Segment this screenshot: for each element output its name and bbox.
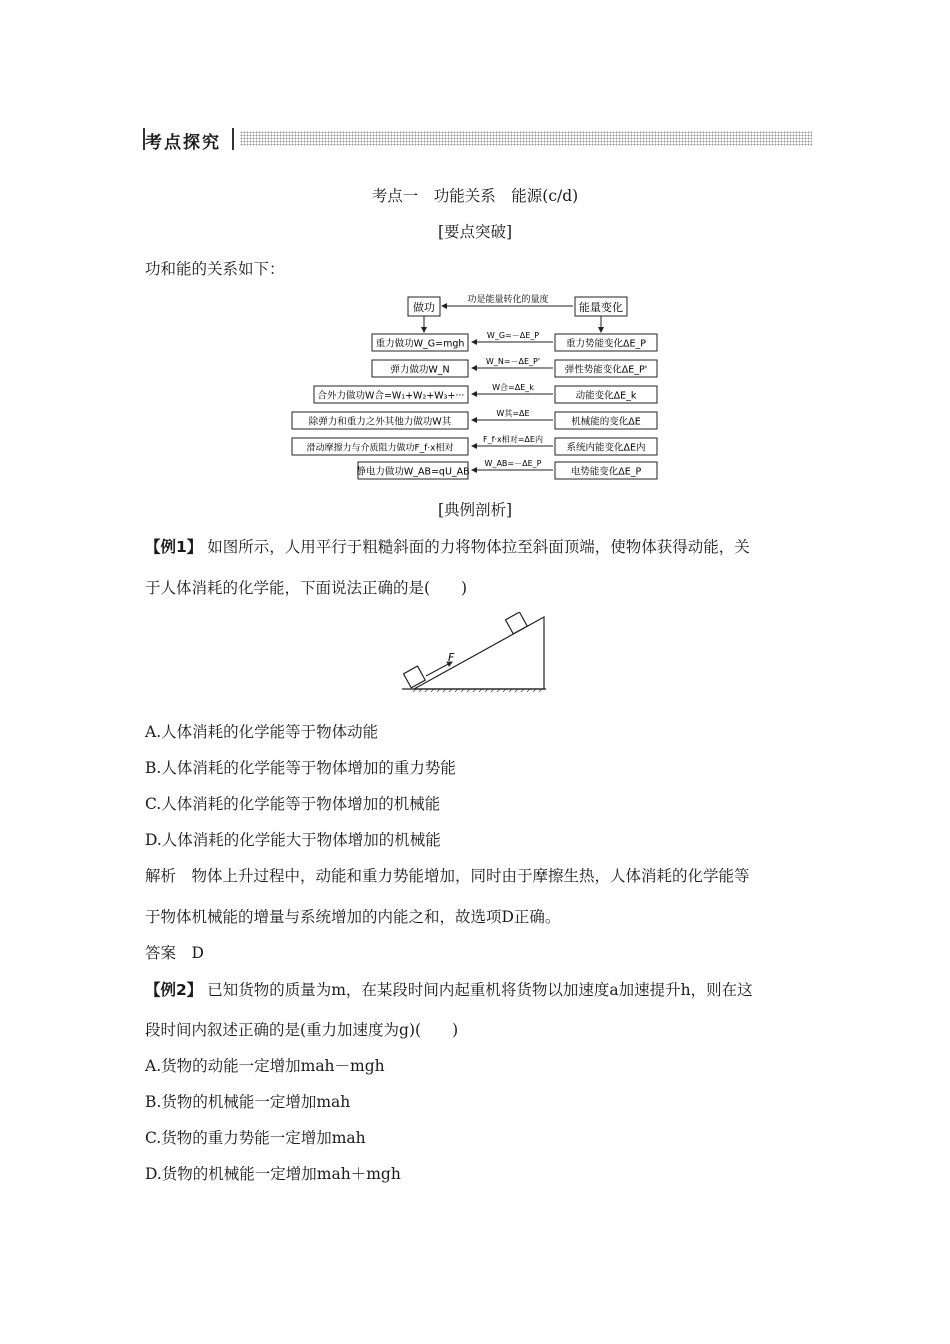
example1-answer: 答案 D bbox=[145, 944, 204, 962]
section-header: 考点探究 bbox=[145, 133, 221, 153]
example1-option-c: C.人体消耗的化学能等于物体增加的机械能 bbox=[145, 795, 441, 813]
subhead-key-points: [要点突破] bbox=[437, 223, 513, 241]
row1-left-text: 重力做功W_G=mgh bbox=[375, 338, 465, 350]
intro-text: 功和能的关系如下： bbox=[145, 260, 285, 278]
topic-title: 考点一 功能关系 能源(c/d) bbox=[371, 187, 579, 205]
header-bar-right bbox=[232, 128, 234, 150]
row4-mid-text: W其=ΔE bbox=[496, 409, 530, 418]
incline-figure bbox=[400, 612, 550, 692]
row3-left-text: 合外力做功W合=W₁+W₂+W₃+··· bbox=[317, 390, 465, 402]
row2-right-text: 弹性势能变化ΔE_P' bbox=[564, 364, 648, 376]
example2-stem-line1: 已知货物的质量为m，在某段时间内起重机将货物以加速度a加速提升h，则在这 bbox=[207, 981, 753, 999]
example1-analysis-line1: 解析 物体上升过程中，动能和重力势能增加，同时由于摩擦生热，人体消耗的化学能等 bbox=[145, 867, 750, 885]
top-arrow-label: 功是能量转化的量度 bbox=[467, 295, 549, 305]
header-dotted-rule bbox=[240, 131, 812, 146]
row1-right-text: 重力势能变化ΔE_P bbox=[566, 338, 646, 350]
box-energy-change-label: 能量变化 bbox=[579, 301, 623, 314]
row6-mid-text: W_AB=－ΔE_P bbox=[484, 459, 542, 468]
example1-stem-line2: 于人体消耗的化学能，下面说法正确的是( ) bbox=[145, 579, 468, 597]
work-energy-diagram bbox=[285, 290, 665, 485]
example1-option-b: B.人体消耗的化学能等于物体增加的重力势能 bbox=[145, 759, 456, 777]
example2-tag: 【例2】 bbox=[145, 981, 203, 999]
example1-analysis-line2: 于物体机械能的增量与系统增加的内能之和，故选项D正确。 bbox=[145, 908, 561, 926]
row3-mid-text: W合=ΔE_k bbox=[492, 383, 534, 392]
row5-right-text: 系统内能变化ΔE内 bbox=[566, 442, 646, 454]
example1-tag: 【例1】 bbox=[145, 538, 203, 556]
block-top bbox=[505, 612, 527, 634]
row5-left-text: 滑动摩擦力与介质阻力做功F_f·x相对 bbox=[306, 443, 454, 454]
row4-right-text: 机械能的变化ΔE bbox=[571, 416, 641, 428]
example1-line1 bbox=[145, 537, 750, 557]
row4-left-text: 除弹力和重力之外其他力做功W其 bbox=[308, 416, 452, 428]
row2-left-text: 弹力做功W_N bbox=[390, 364, 450, 376]
row6-right-text: 电势能变化ΔE_P bbox=[570, 466, 642, 478]
row6-left-text: 静电力做功W_AB=qU_AB bbox=[356, 466, 470, 478]
example2-line1 bbox=[145, 980, 753, 1000]
example2-option-c: C.货物的重力势能一定增加mah bbox=[145, 1129, 366, 1147]
row3-right-text: 动能变化ΔE_k bbox=[575, 390, 637, 402]
example2-stem-line2: 段时间内叙述正确的是(重力加速度为g)( ) bbox=[145, 1021, 459, 1039]
row2-mid-text: W_N=－ΔE_P' bbox=[485, 357, 541, 366]
example2-option-b: B.货物的机械能一定增加mah bbox=[145, 1093, 351, 1111]
force-arrow bbox=[426, 662, 452, 676]
example1-option-d: D.人体消耗的化学能大于物体增加的机械能 bbox=[145, 831, 441, 849]
example2-option-d: D.货物的机械能一定增加mah＋mgh bbox=[145, 1165, 401, 1183]
box-work-label: 做功 bbox=[413, 301, 435, 314]
subhead-examples: [典例剖析] bbox=[437, 501, 513, 519]
example2-option-a: A.货物的动能一定增加mah－mgh bbox=[145, 1057, 385, 1075]
row5-mid-text: F_f·x相对=ΔE内 bbox=[483, 435, 543, 444]
example1-option-a: A.人体消耗的化学能等于物体动能 bbox=[145, 723, 379, 741]
example1-stem-line1: 如图所示，人用平行于粗糙斜面的力将物体拉至斜面顶端，使物体获得动能，关 bbox=[207, 538, 750, 556]
row1-mid-text: W_G=－ΔE_P bbox=[486, 331, 540, 340]
force-label: F bbox=[448, 651, 455, 664]
